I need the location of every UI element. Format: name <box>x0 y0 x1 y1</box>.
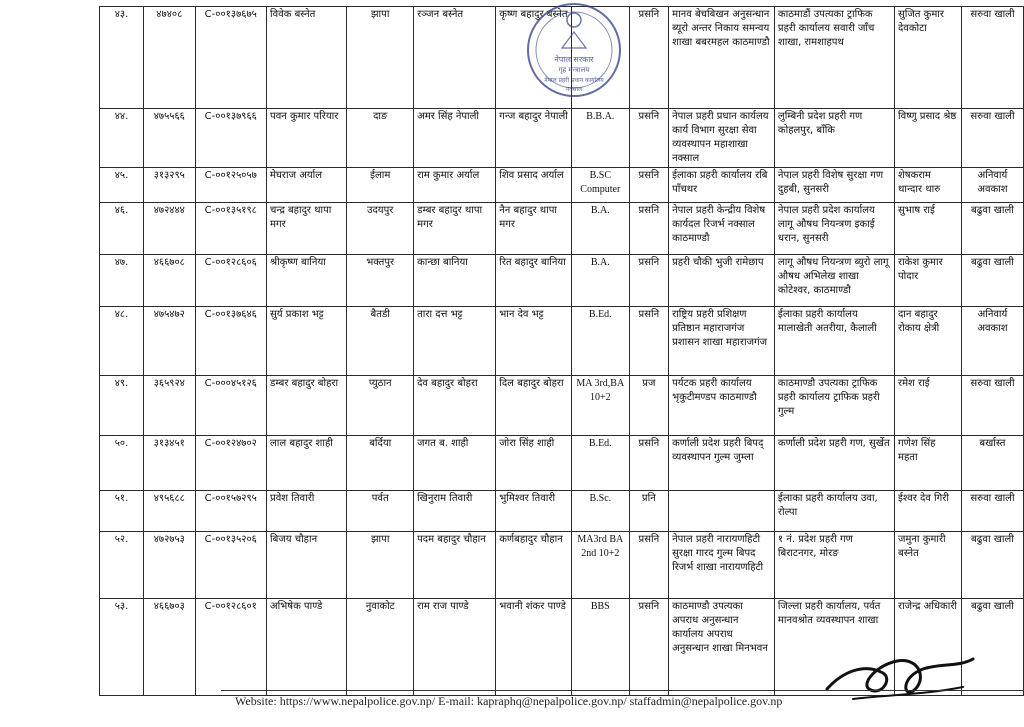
district-cell: नुवाकोट <box>347 599 414 696</box>
new-office-cell: जिल्ला प्रहरी कार्यालय, पर्वत मानवश्रोत व्यवस्थापन शाखा <box>774 599 894 696</box>
grandfather-name-cell: भुमिश्वर तिवारी <box>496 491 572 532</box>
employee-code-cell: C-००१२८६०१ <box>195 599 267 696</box>
serial-number-cell: ४५. <box>100 168 144 203</box>
table-row <box>100 255 1024 307</box>
education-cell: B.Ed. <box>572 436 630 491</box>
serial-number-cell: ५०. <box>100 436 144 491</box>
officer-name-cell: गणेश सिंह महता <box>894 436 961 491</box>
full-name-cell: सुर्य प्रकाश भट्ट <box>267 307 347 376</box>
serial-number-cell: ४७. <box>100 255 144 307</box>
new-office-cell: नेपाल प्रहरी प्रदेश कार्यालय लागू औषध नियन्त्रण इकाई धरान, सुनसरी <box>774 203 894 255</box>
footer-contact: Website: https://www.nepalpolice.gov.np/ E-mail: kapraphq@nepalpolice.gov.np/ staffadmin@nepalpolice.gov.np <box>235 694 783 708</box>
serial-number-cell: ४४. <box>100 109 144 168</box>
employee-code-cell: C-००१२४७०२ <box>195 436 267 491</box>
district-cell: दाङ <box>347 109 414 168</box>
remark-cell: अनिवार्य अवकाश <box>961 307 1023 376</box>
current-office-cell: प्रहरी चौकी भुजी रामेछाप <box>669 255 775 307</box>
officer-name-cell: सुजित कुमार देवकोटा <box>894 7 961 109</box>
remark-cell: सरुवा खाली <box>961 491 1023 532</box>
district-cell: प्युठान <box>347 376 414 436</box>
father-name-cell: खिनुराम तिवारी <box>414 491 496 532</box>
officer-name-cell: राजेन्द्र अधिकारी <box>894 599 961 696</box>
new-office-cell: ईलाका प्रहरी कार्यालय उवा, रोल्पा <box>774 491 894 532</box>
new-office-cell: नेपाल प्रहरी विशेष सुरक्षा गण दुहबी, सुनसरी <box>774 168 894 203</box>
serial-number-cell: ५१. <box>100 491 144 532</box>
new-office-cell: काठमाण्डौ उपत्यका ट्राफिक प्रहरी कार्यालय ट्राफिक प्रहरी गुल्म <box>774 376 894 436</box>
personnel-id-cell: ४७५५६६ <box>144 109 195 168</box>
rank-cell: प्रसनि <box>629 168 669 203</box>
officer-name-cell: विष्णु प्रसाद श्रेष्ठ <box>894 109 961 168</box>
education-cell: B.A. <box>572 255 630 307</box>
grandfather-name-cell: नैन बहादुर थापा मगर <box>496 203 572 255</box>
district-cell: ईलाम <box>347 168 414 203</box>
new-office-cell: लुम्बिनी प्रदेश प्रहरी गण कोहलपुर, बाँकि <box>774 109 894 168</box>
serial-number-cell: ५२. <box>100 532 144 599</box>
father-name-cell: तारा दत्त भट्ट <box>414 307 496 376</box>
personnel-id-cell: ४७२४४४ <box>144 203 195 255</box>
officer-name-cell: शेषकराम थान्दार थारु <box>894 168 961 203</box>
current-office-cell: राष्ट्रिय प्रहरी प्रशिक्षण प्रतिष्ठान महाराजगंज प्रशासन शाखा महाराजगंज <box>669 307 775 376</box>
remark-cell: सरुवा खाली <box>961 376 1023 436</box>
table-row <box>100 307 1024 376</box>
full-name-cell: लाल बहादुर शाही <box>267 436 347 491</box>
grandfather-name-cell: दिल बहादुर बोहरा <box>496 376 572 436</box>
employee-code-cell: C-००१३७६७५ <box>195 7 267 109</box>
district-cell: उदयपुर <box>347 203 414 255</box>
father-name-cell: देव बहादुर बोहरा <box>414 376 496 436</box>
officer-name-cell: राकेश कुमार पोदार <box>894 255 961 307</box>
personnel-id-cell: ४६६७०३ <box>144 599 195 696</box>
remark-cell: सरुवा खाली <box>961 109 1023 168</box>
rank-cell: प्रनि <box>629 491 669 532</box>
personnel-id-cell: ३६५९२४ <box>144 376 195 436</box>
grandfather-name-cell: शिव प्रसाद अर्याल <box>496 168 572 203</box>
education-cell: MA 3rd,BA 10+2 <box>572 376 630 436</box>
full-name-cell: बिजय चौहान <box>267 532 347 599</box>
new-office-cell: कर्णाली प्रदेश प्रहरी गण, सुर्खेत <box>774 436 894 491</box>
education-cell: B.A. <box>572 203 630 255</box>
rank-cell: प्रसनि <box>629 109 669 168</box>
serial-number-cell: ४३. <box>100 7 144 109</box>
new-office-cell: काठमाडौं उपत्यका ट्राफिक प्रहरी कार्यालय सवारी जाँच शाखा, रामशाहपथ <box>774 7 894 109</box>
remark-cell: सरुवा खाली <box>961 7 1023 109</box>
signature-scribble <box>823 637 983 707</box>
father-name-cell: राम कुमार अर्याल <box>414 168 496 203</box>
personnel-id-cell: ४७२७५३ <box>144 532 195 599</box>
serial-number-cell: ४८. <box>100 307 144 376</box>
district-cell: भक्तपुर <box>347 255 414 307</box>
father-name-cell: रञ्जन बस्नेत <box>414 7 496 109</box>
education-cell: B.Ed. <box>572 307 630 376</box>
district-cell: झापा <box>347 7 414 109</box>
district-cell: बैतडी <box>347 307 414 376</box>
father-name-cell: डम्बर बहादुर थापा मगर <box>414 203 496 255</box>
personnel-id-cell: ३१३४५१ <box>144 436 195 491</box>
full-name-cell: पवन कुमार परियार <box>267 109 347 168</box>
employee-code-cell: C-०००४५१२६ <box>195 376 267 436</box>
table-row <box>100 436 1024 491</box>
personnel-id-cell: ३१३२९५ <box>144 168 195 203</box>
personnel-id-cell: ४७४०८ <box>144 7 195 109</box>
full-name-cell: श्रीकृष्ण बानिया <box>267 255 347 307</box>
education-cell: MA3rd BA 2nd 10+2 <box>572 532 630 599</box>
current-office-cell: काठमाण्डौ उपत्यका अपराध अनुसन्धान कार्यालय अपराध अनुसन्धान शाखा मिनभवन <box>669 599 775 696</box>
remark-cell: बढुवा खाली <box>961 599 1023 696</box>
education-cell: B.B.A. <box>572 109 630 168</box>
current-office-cell: नेपाल प्रहरी केन्द्रीय विशेष कार्यदल रिजर्भ नक्साल काठमाण्डौ <box>669 203 775 255</box>
father-name-cell: कान्छा बानिया <box>414 255 496 307</box>
official-seal <box>524 0 624 100</box>
grandfather-name-cell: जोरा सिंह शाही <box>496 436 572 491</box>
remark-cell: बर्खास्त <box>961 436 1023 491</box>
table-row <box>100 109 1024 168</box>
father-name-cell: पदम बहादुर चौहान <box>414 532 496 599</box>
serial-number-cell: ५३. <box>100 599 144 696</box>
employee-code-cell: C-००१३५२०६ <box>195 532 267 599</box>
grandfather-name-cell: कृष्ण बहादुर बस्नेत <box>496 7 572 109</box>
grandfather-name-cell: कर्णबहादुर चौहान <box>496 532 572 599</box>
full-name-cell: विवेक बस्नेत <box>267 7 347 109</box>
rank-cell: प्रसनि <box>629 203 669 255</box>
serial-number-cell: ४६. <box>100 203 144 255</box>
grandfather-name-cell: भवानी शंकर पाण्डे <box>496 599 572 696</box>
personnel-table <box>99 6 1024 696</box>
employee-code-cell: C-००१३७६४६ <box>195 307 267 376</box>
employee-code-cell: C-००१५७२९५ <box>195 491 267 532</box>
current-office-cell <box>669 491 775 532</box>
table-row <box>100 376 1024 436</box>
table-row <box>100 203 1024 255</box>
seal-top-text: नेपाल सरकार <box>554 55 594 64</box>
seal-place-text: नक्साल <box>565 86 583 93</box>
full-name-cell: चन्द्र बहादुर थापा मगर <box>267 203 347 255</box>
district-cell: बर्दिया <box>347 436 414 491</box>
serial-number-cell: ४९. <box>100 376 144 436</box>
employee-code-cell: C-००१३७९६६ <box>195 109 267 168</box>
full-name-cell: प्रवेश तिवारी <box>267 491 347 532</box>
table-row <box>100 532 1024 599</box>
personnel-id-cell: ४९५६८८ <box>144 491 195 532</box>
current-office-cell: पर्यटक प्रहरी कार्यालय भृकुटीमण्डप काठमाण्डौ <box>669 376 775 436</box>
rank-cell: प्रसनि <box>629 436 669 491</box>
education-cell: B.SC Computer <box>572 168 630 203</box>
officer-name-cell: जमुना कुमारी बस्नेत <box>894 532 961 599</box>
new-office-cell: १ नं. प्रदेश प्रहरी गण बिराटनगर, मोरङ <box>774 532 894 599</box>
current-office-cell: ईलाका प्रहरी कार्यालय रबि पाँचथर <box>669 168 775 203</box>
rank-cell: प्रसनि <box>629 255 669 307</box>
new-office-cell: लागू औषध नियन्त्रण ब्युरो लागू औषध अभिलेख शाखा कोटेश्वर, काठमाण्डौ <box>774 255 894 307</box>
father-name-cell: अमर सिंह नेपाली <box>414 109 496 168</box>
footer-divider <box>221 690 1024 691</box>
remark-cell: बढुवा खाली <box>961 532 1023 599</box>
grandfather-name-cell: गन्ज बहादुर नेपाली <box>496 109 572 168</box>
grandfather-name-cell: रित बहादुर बानिया <box>496 255 572 307</box>
rank-cell: प्रसनि <box>629 7 669 109</box>
table-row <box>100 491 1024 532</box>
employee-code-cell: C-००१२५०५७ <box>195 168 267 203</box>
personnel-id-cell: ४६६७०८ <box>144 255 195 307</box>
current-office-cell: नेपाल प्रहरी प्रधान कार्यलय कार्य विभाग सुरक्षा सेवा व्यवस्थापन महाशाखा नक्साल <box>669 109 775 168</box>
education-cell: B.Sc. <box>572 491 630 532</box>
new-office-cell: ईलाका प्रहरी कार्यालय मालाखेती अतरीया, कैलाली <box>774 307 894 376</box>
table-row <box>100 168 1024 203</box>
officer-name-cell: सुभाष राई <box>894 203 961 255</box>
personnel-id-cell: ४७५४७२ <box>144 307 195 376</box>
district-cell: पर्वत <box>347 491 414 532</box>
education-cell: BBS <box>572 599 630 696</box>
current-office-cell: मानव बेचबिखन अनुसन्धान ब्यूरो अन्तर निकाय समन्वय शाखा बबरमहल काठमाण्डौ <box>669 7 775 109</box>
full-name-cell: डम्बर बहादुर बोहरा <box>267 376 347 436</box>
rank-cell: प्रसनि <box>629 307 669 376</box>
remark-cell: बढुवा खाली <box>961 203 1023 255</box>
officer-name-cell: रमेश राई <box>894 376 961 436</box>
father-name-cell: राम राज पाण्डे <box>414 599 496 696</box>
officer-name-cell: ईश्वर देव गिरी <box>894 491 961 532</box>
employee-code-cell: C-००१३५१९८ <box>195 203 267 255</box>
grandfather-name-cell: भान देव भट्ट <box>496 307 572 376</box>
officer-name-cell: दान बहादुर रोकाय क्षेत्री <box>894 307 961 376</box>
full-name-cell: मेघराज अर्याल <box>267 168 347 203</box>
rank-cell: प्रज <box>629 376 669 436</box>
current-office-cell: नेपाल प्रहरी नारायणहिटी सुरक्षा गारद गुल्म बिपद रिजर्भ शाखा नारायणहिटी <box>669 532 775 599</box>
rank-cell: प्रसनि <box>629 532 669 599</box>
father-name-cell: जगत ब. शाही <box>414 436 496 491</box>
current-office-cell: कर्णाली प्रदेश प्रहरी बिपद् व्यवस्थापन गुल्म जुम्ला <box>669 436 775 491</box>
remark-cell: अनिवार्य अवकाश <box>961 168 1023 203</box>
table-body <box>100 7 1024 696</box>
employee-code-cell: C-००१२८६०६ <box>195 255 267 307</box>
district-cell: झापा <box>347 532 414 599</box>
seal-ministry-text: गृह मन्त्रालय <box>558 66 590 74</box>
rank-cell: प्रसनि <box>629 599 669 696</box>
seal-office-text: नेपाल प्रहरी प्रधान कार्यालय <box>544 77 604 84</box>
full-name-cell: अभिषेक पाण्डे <box>267 599 347 696</box>
remark-cell: बढुवा खाली <box>961 255 1023 307</box>
